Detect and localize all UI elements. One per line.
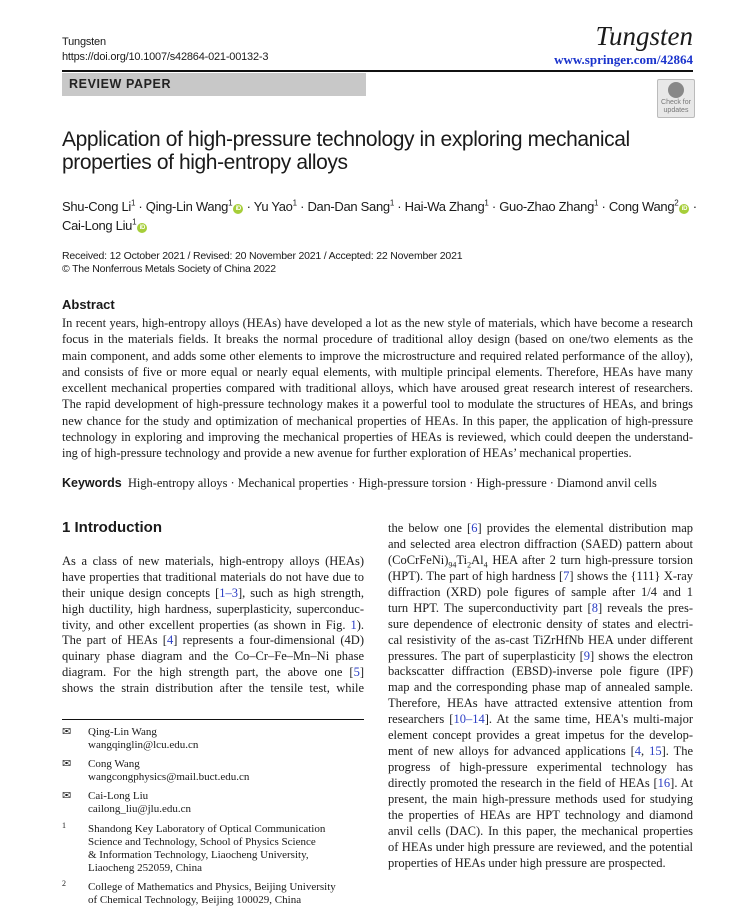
- text-line: anvil cells (DAC). In this paper, the mechanical properties: [388, 823, 693, 838]
- text-line: tivity, and other excellent properties (as shown in Fig. 1).: [62, 617, 364, 632]
- abstract-heading: Abstract: [62, 297, 115, 312]
- text-line: properties of HEAs under high pressure are prospected.: [388, 855, 666, 870]
- text-line: map and the corresponding phase map of annealed sample.: [388, 680, 693, 695]
- author-name[interactable]: Shu-Cong Li: [62, 199, 131, 214]
- contact-name: Qing-Lin Wang: [88, 726, 157, 738]
- author[interactable]: [146, 199, 243, 214]
- figure-link[interactable]: 1: [350, 617, 357, 632]
- author[interactable]: [62, 218, 147, 233]
- intro-heading: 1 Introduction: [62, 519, 162, 536]
- contact-name: Cai-Long Liu: [88, 790, 149, 802]
- text-line: The rapid development of high-pressure technology makes it a powerful tool to modulate the structures of HEAs, and brings: [62, 397, 693, 412]
- citation-link[interactable]: 1–3: [219, 585, 238, 600]
- citation-link[interactable]: 15: [649, 744, 662, 759]
- bookmark-icon: [668, 82, 684, 98]
- text-line: new chance for the study and optimization of mechanical properties of HEAs. In this paper, the application of high-pressure: [62, 413, 693, 428]
- author-name[interactable]: Qing-Lin Wang: [145, 199, 229, 214]
- section-bar: [62, 73, 366, 96]
- citation-link[interactable]: 4: [166, 633, 174, 648]
- title-line: properties of high-entropy alloys: [62, 151, 348, 174]
- dates: Received: 12 October 2021 / Revised: 20 November 2021 / Accepted: 22 November 2021: [62, 250, 463, 262]
- keywords-label: Keywords: [62, 476, 122, 490]
- text-line: main component, and adds some other elements to improve the microstructure and required related performance of the alloy),: [62, 348, 693, 363]
- header-rule: [62, 70, 693, 72]
- citation-link[interactable]: 6: [471, 521, 478, 535]
- check-for-updates-button[interactable]: [657, 79, 695, 118]
- author-name[interactable]: Guo-Zhao Zhang: [499, 199, 595, 214]
- check-updates-line1: Check for: [661, 99, 691, 106]
- text-line: (HPT). The part of high hardness [7] shows the {111} X-ray: [388, 568, 693, 583]
- copyright: © The Nonferrous Metals Society of China 2022: [62, 263, 276, 275]
- orcid-icon[interactable]: iD: [137, 223, 147, 233]
- title-line: Application of high-pressure technology in exploring mechanical: [62, 128, 630, 151]
- text-line: of HEAs under high pressure are reviewed, and the potential: [388, 839, 693, 854]
- author-list: Shu-Cong $Li^1$ · Qing-Lin Wang$^1$iD · Yu Yao$^1$ · Dan-Dan Sang$^1$ · Hai-Wa Zhang$^1$ · Guo-Zhao Zhang$^1$ · Cong Wang$^2$iD · Cai-Long Liu$^1$iD: [62, 198, 697, 233]
- check-updates-line2: updates: [663, 107, 689, 114]
- citation-link[interactable]: 7: [563, 568, 570, 583]
- text-line: pressures. The part of superplasticity [9] shows the electron: [388, 648, 693, 663]
- affiliation-line: Science and Technology, School of Physics Science: [88, 836, 316, 848]
- affiliation-number: 2: [62, 879, 66, 888]
- affiliation-line: & Information Technology, Liaocheng University,: [88, 849, 309, 861]
- text-line: ing of high-pressure technology and provide a new avenue for further exploration of HEAs’ mechanical properties.: [62, 446, 632, 460]
- keywords: [62, 475, 657, 491]
- text-line: In recent years, high-entropy alloys (HEAs) have developed a lot as the new style of materials, which have become a research: [62, 316, 693, 330]
- envelope-icon: ✉: [62, 758, 72, 770]
- footnote-rule: [62, 719, 364, 720]
- author-name[interactable]: Hai-Wa Zhang: [404, 199, 485, 214]
- author-name[interactable]: Cong Wang: [608, 199, 675, 214]
- contact-email[interactable]: wangcongphysics@mail.buct.edu.cn: [88, 771, 250, 783]
- corresponding-authors: [62, 726, 364, 907]
- affiliation-number: 1: [62, 821, 66, 830]
- text-line: sure dependence of electronic density of states and electri-: [388, 616, 693, 631]
- author[interactable]: [405, 199, 489, 214]
- affiliation-marker: 1: [228, 198, 233, 208]
- journal-name: Tungsten: [62, 36, 106, 48]
- text-line: quinary phase diagram and the Co–Cr–Fe–Mn–Ni phase: [62, 649, 364, 664]
- text-line: focus in the materials fields. It breaks the normal procedure of traditional alloy design (based on one/two elements as the: [62, 332, 693, 347]
- author-name[interactable]: Cai-Long Liu: [62, 218, 133, 233]
- abstract-body: [62, 315, 693, 461]
- author[interactable]: [609, 199, 690, 214]
- text-line: progress of high-pressure experimental technology has: [388, 760, 693, 775]
- text-line: the below one [6] provides the elemental distribution map: [388, 521, 693, 535]
- orcid-icon[interactable]: iD: [679, 204, 689, 214]
- paper-title: [62, 128, 630, 174]
- affiliation-marker: 1: [389, 198, 394, 208]
- text-line: diagram. For the high strength part, the above one [5]: [62, 665, 364, 680]
- citation-link[interactable]: 16: [657, 776, 671, 790]
- text-line: technology in exploring and improving the mechanical properties of HEAs is reviewed, which could deepen the understand-: [62, 429, 693, 444]
- citation-link[interactable]: 8: [591, 600, 598, 615]
- text-line: cal resistivity of the as-cast TiZrHfNb HEA under different: [388, 632, 693, 647]
- citation-link[interactable]: 10–14: [453, 712, 485, 727]
- author[interactable]: [499, 199, 598, 214]
- intro-right-column: [388, 521, 693, 872]
- text-line: diffraction (XRD) pole figures of sample after 1/4 and 1: [388, 584, 693, 599]
- keywords-text: High-entropy alloys · Mechanical properties · High-pressure torsion · High-pressure · Diamond anvil cells: [127, 476, 657, 490]
- text-line: and selected area electron diffraction (SAED) pattern about: [388, 536, 693, 551]
- text-line: have properties that traditional materials do not have due to: [62, 569, 364, 584]
- text-line: high ductility, high hardness, superplasticity, superconduc-: [62, 601, 364, 616]
- author[interactable]: [307, 199, 394, 214]
- affiliation-marker: 1: [594, 198, 599, 208]
- affiliation-line: Shandong Key Laboratory of Optical Communication: [88, 823, 326, 835]
- citation-link[interactable]: 9: [583, 648, 591, 663]
- author[interactable]: [62, 199, 135, 214]
- text-line: $(CoCrFeNi)_{94}Ti_2Al_4$ HEA after 2 turn high-pressure torsion: [388, 552, 693, 570]
- affiliation-line: of Chemical Technology, Beijing 100029, China: [88, 894, 302, 906]
- text-line: turn HPT. The superconductivity part [8] reveals the pres-: [388, 600, 694, 615]
- journal-url[interactable]: www.springer.com/42864: [554, 52, 693, 67]
- affiliation: [62, 823, 364, 875]
- text-line: shows the strain distribution after the tensile test, while: [62, 681, 364, 696]
- author[interactable]: [254, 199, 297, 214]
- section-label: REVIEW PAPER: [69, 77, 172, 91]
- text-line: researchers [10–14]. At the same time, HEA's multi-major: [388, 712, 693, 727]
- text-line: element concept provides a great impetus for the develop-: [388, 728, 693, 743]
- envelope-icon: ✉: [62, 790, 72, 802]
- affiliation-marker: 1: [292, 198, 297, 208]
- orcid-icon[interactable]: iD: [233, 204, 243, 214]
- contact-email[interactable]: wangqinglin@lcu.edu.cn: [88, 739, 199, 751]
- contact-entry: [62, 758, 364, 784]
- contact-entry: [62, 726, 364, 752]
- text-line: backscatter diffraction (EBSD)-inverse pole figure (IPF): [388, 664, 693, 679]
- contact-name: Cong Wang: [88, 758, 140, 770]
- text-line: and consists of five or more equal or nearly equal elements, with multiple principal elements. Therefore, HEAs have many: [62, 364, 693, 379]
- citation-link[interactable]: 4: [634, 744, 642, 759]
- intro-left-column: [62, 554, 364, 697]
- text-line: the properties of HEAs are HPT technology and diamond: [388, 807, 693, 822]
- author-name[interactable]: Dan-Dan Sang: [307, 199, 390, 214]
- envelope-icon: ✉: [62, 726, 72, 738]
- text-line: ment of new alloys for advanced applications [4, 15]. The: [388, 744, 694, 759]
- text-line: Therefore, HEAs have attracted extensive attention from: [388, 696, 693, 711]
- affiliation-marker: 2: [674, 198, 679, 208]
- journal-logo: Tungsten: [595, 21, 693, 51]
- affiliation: [62, 881, 364, 907]
- affiliation-marker: 1: [132, 217, 137, 227]
- text-line: present, the main high-pressure methods used for studying: [388, 791, 693, 806]
- text-line: directly promoted the research in the field of HEAs [16]. At: [388, 776, 693, 790]
- text-line: their unique design concepts [1–3], such as high strength,: [62, 585, 364, 600]
- contact-email[interactable]: cailong_liu@jlu.edu.cn: [88, 803, 191, 815]
- text-line: excellent mechanical properties compared with traditional alloys, which have aroused great research interest of researchers.: [62, 381, 693, 395]
- affiliation-line: Liaocheng 252059, China: [88, 862, 202, 874]
- author-name[interactable]: Yu Yao: [253, 199, 293, 214]
- text-line: As a class of new materials, high-entropy alloys (HEAs): [62, 554, 364, 568]
- doi-link[interactable]: https://doi.org/10.1007/s42864-021-00132-3: [62, 51, 269, 63]
- affiliation-line: College of Mathematics and Physics, Beijing University: [88, 881, 336, 893]
- affiliation-marker: 1: [484, 198, 489, 208]
- affiliation-marker: 1: [130, 198, 136, 208]
- citation-link[interactable]: 5: [353, 665, 360, 680]
- text-line: The part of HEAs [4] represents a four-dimensional (4D): [62, 633, 364, 648]
- contact-entry: [62, 790, 364, 816]
